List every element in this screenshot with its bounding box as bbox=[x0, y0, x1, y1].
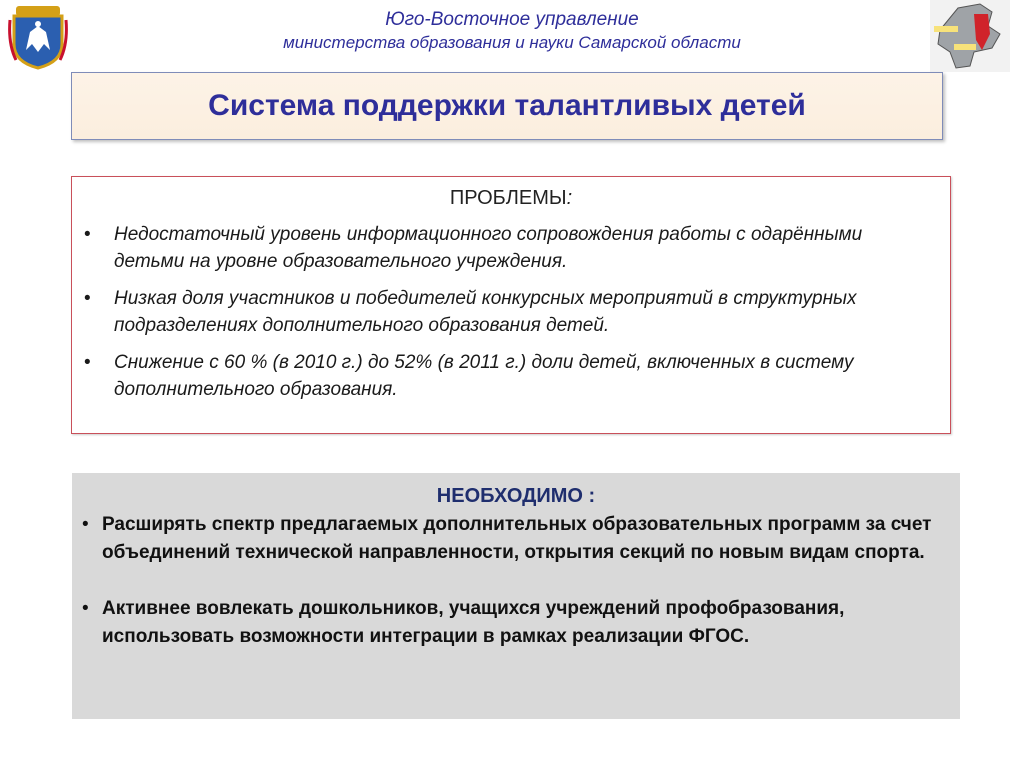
needed-item bbox=[72, 511, 960, 567]
problems-heading-line bbox=[72, 185, 950, 211]
problem-text: Низкая доля участников и победителей конкурсных мероприятий в структурных подразделениях дополнительного образования детей. bbox=[114, 288, 857, 336]
needed-text: Расширять спектр предлагаемых дополнительных образовательных программ за счет объединений технической направленности, открытия секций по новым видам спорта. bbox=[102, 514, 932, 563]
needed-heading: НЕОБХОДИМО : bbox=[436, 485, 596, 507]
bullet-icon: • bbox=[82, 598, 89, 619]
problem-item bbox=[72, 221, 950, 275]
needed-list bbox=[72, 511, 960, 651]
needed-text: Активнее вовлекать дошкольников, учащихся учреждений профобразования, использовать возможности интеграции в рамках реализации ФГОС. bbox=[102, 598, 845, 647]
problem-item bbox=[72, 285, 950, 339]
needed-section bbox=[72, 473, 960, 719]
problem-text: Недостаточный уровень информационного сопровождения работы с одарёнными детьми на уровне образовательного учреждения. bbox=[114, 224, 863, 272]
problems-heading-colon: : bbox=[566, 187, 573, 209]
title-banner bbox=[71, 72, 943, 140]
bullet-icon: • bbox=[82, 514, 89, 535]
header-line-1: Юго-Восточное управление bbox=[385, 9, 639, 30]
problems-section bbox=[71, 176, 951, 434]
problem-text: Снижение с 60 % (в 2010 г.) до 52% (в 2011 г.) доли детей, включенных в систему дополнительного образования. bbox=[114, 352, 854, 400]
problems-heading: ПРОБЛЕМЫ bbox=[449, 187, 567, 209]
header-line-2: министерства образования и науки Самарской области bbox=[283, 33, 741, 52]
bullet-icon: • bbox=[84, 288, 91, 309]
problem-item bbox=[72, 349, 950, 403]
header bbox=[150, 8, 874, 54]
page-title: Система поддержки талантливых детей bbox=[208, 89, 806, 122]
bullet-icon: • bbox=[84, 224, 91, 245]
region-map-icon bbox=[930, 0, 1010, 72]
coat-of-arms-logo bbox=[8, 4, 68, 70]
needed-item bbox=[72, 595, 960, 651]
problems-list bbox=[72, 221, 950, 403]
bullet-icon: • bbox=[84, 352, 91, 373]
